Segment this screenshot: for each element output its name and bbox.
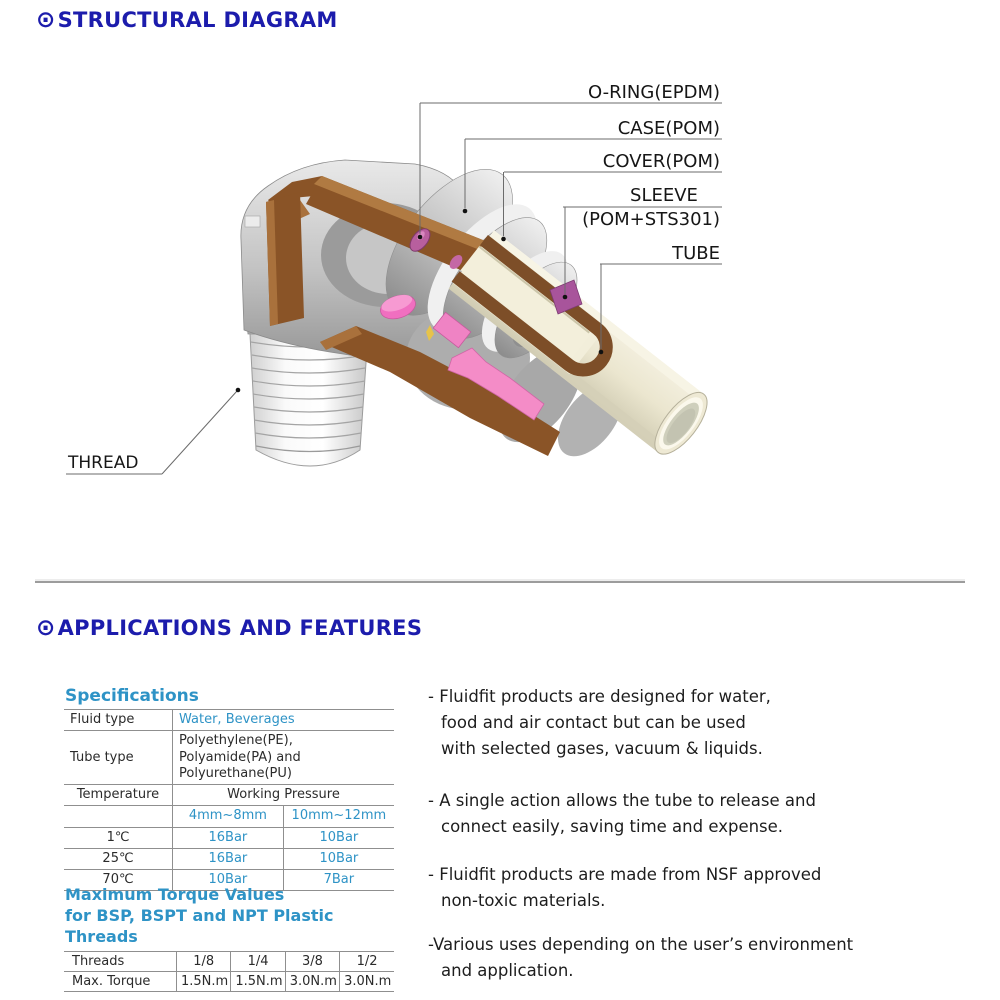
list-item [428, 862, 988, 914]
pressure-1c-large: 10Bar [283, 827, 394, 848]
torque-value-1: 1.5N.m [177, 972, 231, 992]
applications-title: APPLICATIONS AND FEATURES [57, 616, 423, 640]
pressure-70c-large: 7Bar [283, 870, 394, 891]
pressure-1c-small: 16Bar [173, 827, 284, 848]
fluid-type-label: Fluid type [64, 710, 173, 731]
label-o-ring: O-RING(EPDM) [587, 82, 720, 103]
feature-line: - Fluidfit products are made from NSF approved [428, 865, 822, 884]
table-row [64, 731, 394, 785]
thread-size-4: 1/2 [340, 952, 394, 972]
label-cover: COVER(POM) [602, 151, 720, 172]
section-bullet-icon: ⊙ [36, 614, 56, 641]
table-row [64, 785, 394, 806]
torque-block [64, 884, 400, 992]
tube-type-value: Polyethylene(PE), Polyamide(PA) and Polyurethane(PU) [173, 731, 395, 785]
tube-type-label: Tube type [64, 731, 173, 785]
fluid-type-value: Water, Beverages [173, 710, 395, 731]
torque-value-3: 3.0N.m [285, 972, 339, 992]
table-row [64, 972, 394, 992]
list-item [428, 684, 988, 762]
feature-line: - Fluidfit products are designed for water, [428, 687, 771, 706]
temp-70c: 70℃ [64, 870, 173, 891]
list-item [428, 932, 988, 984]
thread-leader [162, 391, 237, 474]
section-divider [35, 581, 965, 583]
temp-25c: 25℃ [64, 848, 173, 869]
table-row [64, 827, 394, 848]
working-pressure-label: Working Pressure [173, 785, 395, 806]
label-case: CASE(POM) [617, 118, 720, 139]
section-bullet-icon: ⊙ [36, 6, 56, 33]
specifications-title: Specifications [65, 686, 199, 706]
threads-header: Threads [64, 952, 177, 972]
label-tube: TUBE [672, 243, 720, 264]
feature-line: with selected gases, vacuum & liquids. [441, 739, 763, 758]
torque-value-4: 3.0N.m [340, 972, 394, 992]
body-notch [245, 216, 260, 227]
feature-line: -Various uses depending on the user’s environment [428, 935, 854, 954]
torque-title-line2: for BSP, BSPT and NPT Plastic Threads [65, 906, 334, 946]
structural-diagram-title: STRUCTURAL DIAGRAM [57, 8, 338, 32]
pressure-70c-small: 10Bar [173, 870, 284, 891]
label-thread: THREAD [68, 453, 139, 473]
label-sleeve-material: (POM+STS301) [582, 209, 720, 230]
temp-1c: 1℃ [64, 827, 173, 848]
list-item [428, 788, 988, 840]
thread-size-3: 3/8 [285, 952, 339, 972]
features-list [428, 684, 988, 1000]
thread-size-1: 1/8 [177, 952, 231, 972]
max-torque-label: Max. Torque [64, 972, 177, 992]
size-col-1: 4mm~8mm [173, 806, 284, 827]
torque-title-line1: Maximum Torque Values [65, 885, 285, 904]
feature-line: - A single action allows the tube to release and [428, 791, 816, 810]
table-row [64, 848, 394, 869]
size-col-2: 10mm~12mm [283, 806, 394, 827]
table-row [64, 710, 394, 731]
label-sleeve: SLEEVE [630, 185, 698, 206]
thread-size-2: 1/4 [231, 952, 285, 972]
torque-table [64, 951, 394, 992]
feature-line: and application. [441, 961, 574, 980]
table-row [64, 806, 394, 827]
applications-heading [36, 616, 422, 640]
torque-title [65, 884, 400, 947]
feature-line: non-toxic materials. [441, 891, 606, 910]
feature-line: connect easily, saving time and expense. [441, 817, 784, 836]
torque-value-2: 1.5N.m [231, 972, 285, 992]
specifications-table [64, 709, 394, 891]
pressure-25c-small: 16Bar [173, 848, 284, 869]
specifications-block [64, 686, 400, 891]
table-row [64, 952, 394, 972]
feature-line: food and air contact but can be used [441, 713, 746, 732]
pressure-25c-large: 10Bar [283, 848, 394, 869]
temperature-label: Temperature [64, 785, 173, 806]
